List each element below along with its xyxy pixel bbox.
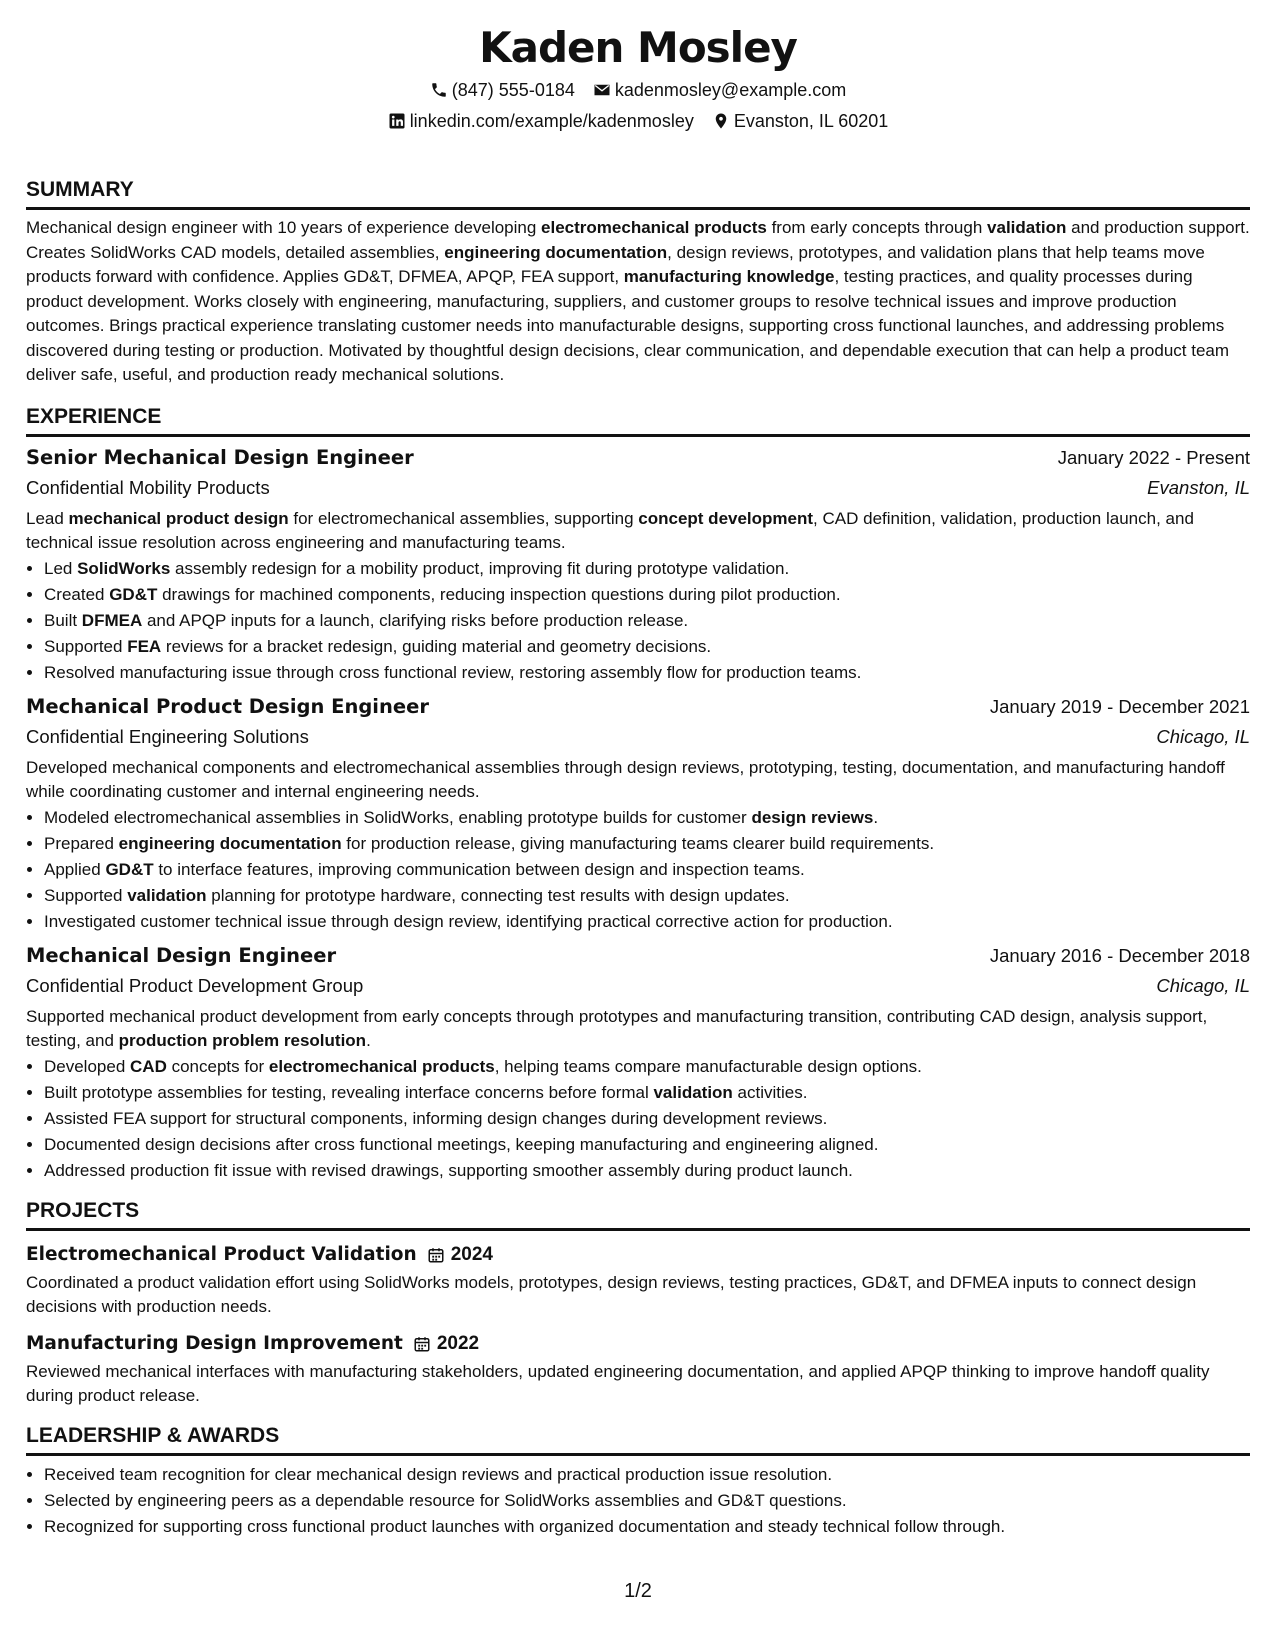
job-dates: January 2022 - Present [1057,446,1250,468]
projects-list [26,1241,1250,1409]
location-contact [712,109,888,133]
phone-icon [430,81,448,99]
bold-keyword: concept development [638,508,814,528]
calendar-icon [427,1246,445,1264]
linkedin-contact[interactable] [388,109,694,133]
bold-keyword: SolidWorks [77,558,171,578]
project-title: Manufacturing Design Improvement [26,1332,403,1354]
project-header [26,1241,1250,1269]
job-bullets [26,805,1250,935]
project-description: Reviewed mechanical interfaces with manufacturing stakeholders, updated engineering documentation, and applied APQP thinking to improve handoff quality during product release. [26,1361,1210,1405]
project-year [413,1333,479,1355]
projects-heading: PROJECTS [26,1198,1250,1231]
job-title: Senior Mechanical Design Engineer [26,445,414,469]
company-name: Confidential Mobility Products [26,476,270,498]
experience-heading: EXPERIENCE [26,404,1250,437]
award-item: • Selected by engineering peers as a dependable resource for SolidWorks assemblies and GD&T questions. [44,1488,1250,1514]
bold-keyword: CAD [130,1056,167,1076]
project-title: Electromechanical Product Validation [26,1243,417,1265]
bold-keyword: manufacturing knowledge [623,267,835,286]
job-subheader [26,971,1250,1001]
bold-keyword: validation [987,218,1067,237]
summary-text: Mechanical design engineer with 10 years of experience developing electromechanical products from early concepts through validation and production support. Creates SolidWorks CAD models, detailed assemblies, engineering documentation, design reviews, prototypes, and validation plans that help teams move products forward with confidence. Applies GD&T, DFMEA, APQP, FEA support, manufacturing knowledge, testing practices, and quality processes during product development. Works closely with engineering, manufacturing, suppliers, and customer groups to resolve technical issues and improve production outcomes. Brings practical experience translating customer needs into manufacturable designs, supporting cross functional launches, and addressing problems discovered during testing or production. Motivated by thoughtful design decisions, clear communication, and dependable execution that can help a product team deliver safe, useful, and production ready mechanical solutions. [26,218,1250,384]
bullet-item: • Assisted FEA support for structural components, informing design changes during development reviews. [44,1106,1250,1132]
job-dates: January 2016 - December 2018 [989,944,1250,966]
bold-keyword: mechanical product design [68,508,289,528]
bullet-item: • Resolved manufacturing issue through cross functional review, restoring assembly flow for production teams. [44,660,1250,686]
company-name: Confidential Engineering Solutions [26,725,309,747]
contact-row-2 [26,109,1250,133]
job-subheader [26,722,1250,752]
envelope-icon [593,81,611,99]
job-bullets [26,556,1250,686]
job-description: Developed mechanical components and electromechanical assemblies through design reviews, prototyping, testing, documentation, and manufacturing handoff while coordinating customer and internal engineering needs. [26,757,1225,801]
bold-keyword: FEA [127,636,162,656]
candidate-name: Kaden Mosley [479,23,797,72]
job-title: Mechanical Product Design Engineer [26,694,429,718]
bold-keyword: validation [653,1082,733,1102]
bold-keyword: GD&T [105,859,154,879]
linkedin-url[interactable]: linkedin.com/example/kadenmosley [409,111,694,131]
contact-row-1 [26,78,1250,102]
project-year-text: 2022 [436,1332,480,1354]
job-location: Chicago, IL [1156,725,1250,747]
bold-keyword: design reviews [751,807,874,827]
job-description: Supported mechanical product development from early concepts through prototypes and manufacturing transition, contributing CAD design, analysis support, testing, and production problem resolution. [26,1006,1208,1050]
award-item: • Recognized for supporting cross functional product launches with organized documentation and steady technical follow through. [44,1514,1250,1540]
email-address[interactable]: kadenmosley@example.com [614,80,847,100]
bullet-item: • Led SolidWorks assembly redesign for a mobility product, improving fit during prototype validation. [44,556,1250,582]
bullet-item: • Supported FEA reviews for a bracket redesign, guiding material and geometry decisions. [44,634,1250,660]
email-contact[interactable] [593,78,846,102]
project-entry [26,1241,1250,1320]
bullet-item: • Addressed production fit issue with revised drawings, supporting smoother assembly during product launch. [44,1158,1250,1184]
resume-header [26,22,1250,133]
bullet-item: • Documented design decisions after cross functional meetings, keeping manufacturing and engineering aligned. [44,1132,1250,1158]
bold-keyword: DFMEA [81,610,143,630]
bullet-item: • Modeled electromechanical assemblies in SolidWorks, enabling prototype builds for customer design reviews. [44,805,1250,831]
bullet-item: • Created GD&T drawings for machined components, reducing inspection questions during pilot production. [44,582,1250,608]
job-header [26,443,1250,473]
job-header [26,941,1250,971]
bullet-item: • Prepared engineering documentation for production release, giving manufacturing teams clearer build requirements. [44,831,1250,857]
bold-keyword: electromechanical products [541,218,767,237]
experience-list [26,443,1250,1184]
page-number: 1/2 [624,1580,652,1602]
bullet-item: • Developed CAD concepts for electromechanical products, helping teams compare manufacturable design options. [44,1054,1250,1080]
bold-keyword: validation [127,885,207,905]
job-entry [26,692,1250,935]
leadership-list [26,1462,1250,1540]
job-entry [26,443,1250,686]
job-bullets [26,1054,1250,1184]
job-entry [26,941,1250,1184]
bullet-item: • Investigated customer technical issue through design review, identifying practical corrective action for production. [44,909,1250,935]
job-subheader [26,473,1250,503]
calendar-icon [413,1335,431,1353]
bold-keyword: electromechanical products [268,1056,495,1076]
bold-keyword: engineering documentation [444,242,668,262]
job-dates: January 2019 - December 2021 [989,695,1250,717]
bullet-item: • Built prototype assemblies for testing, revealing interface concerns before formal validation activities. [44,1080,1250,1106]
bullet-item: • Applied GD&T to interface features, improving communication between design and inspection teams. [44,857,1250,883]
phone-number: (847) 555-0184 [451,80,575,100]
company-name: Confidential Product Development Group [26,974,364,996]
phone-contact [430,78,575,102]
project-description: Coordinated a product validation effort using SolidWorks models, prototypes, design reviews, testing practices, GD&T, and DFMEA inputs to connect design decisions with production needs. [26,1272,1197,1316]
bold-keyword: GD&T [109,584,158,604]
job-header [26,692,1250,722]
bold-keyword: production problem resolution [118,1031,367,1050]
linkedin-icon [388,112,406,130]
bullet-item: • Supported validation planning for prototype hardware, connecting test results with design updates. [44,883,1250,909]
award-item: • Received team recognition for clear mechanical design reviews and practical production issue resolution. [44,1462,1250,1488]
leadership-heading: LEADERSHIP & AWARDS [26,1423,1250,1456]
project-year-text: 2024 [450,1243,493,1265]
bullet-item: • Built DFMEA and APQP inputs for a launch, clarifying risks before production release. [44,608,1250,634]
location-text: Evanston, IL 60201 [733,111,889,131]
resume-page [26,0,1250,1602]
summary-heading: SUMMARY [26,177,1250,210]
map-pin-icon [712,112,730,130]
project-header [26,1330,1250,1358]
job-location: Chicago, IL [1156,974,1250,996]
job-location: Evanston, IL [1147,476,1250,498]
job-description: Lead mechanical product design for electromechanical assemblies, supporting concept development, CAD definition, validation, production launch, and technical issue resolution across engineering and manufacturing teams. [26,508,1194,552]
job-title: Mechanical Design Engineer [26,943,337,967]
project-year [427,1244,493,1266]
bold-keyword: engineering documentation [118,833,342,853]
project-entry [26,1330,1250,1409]
